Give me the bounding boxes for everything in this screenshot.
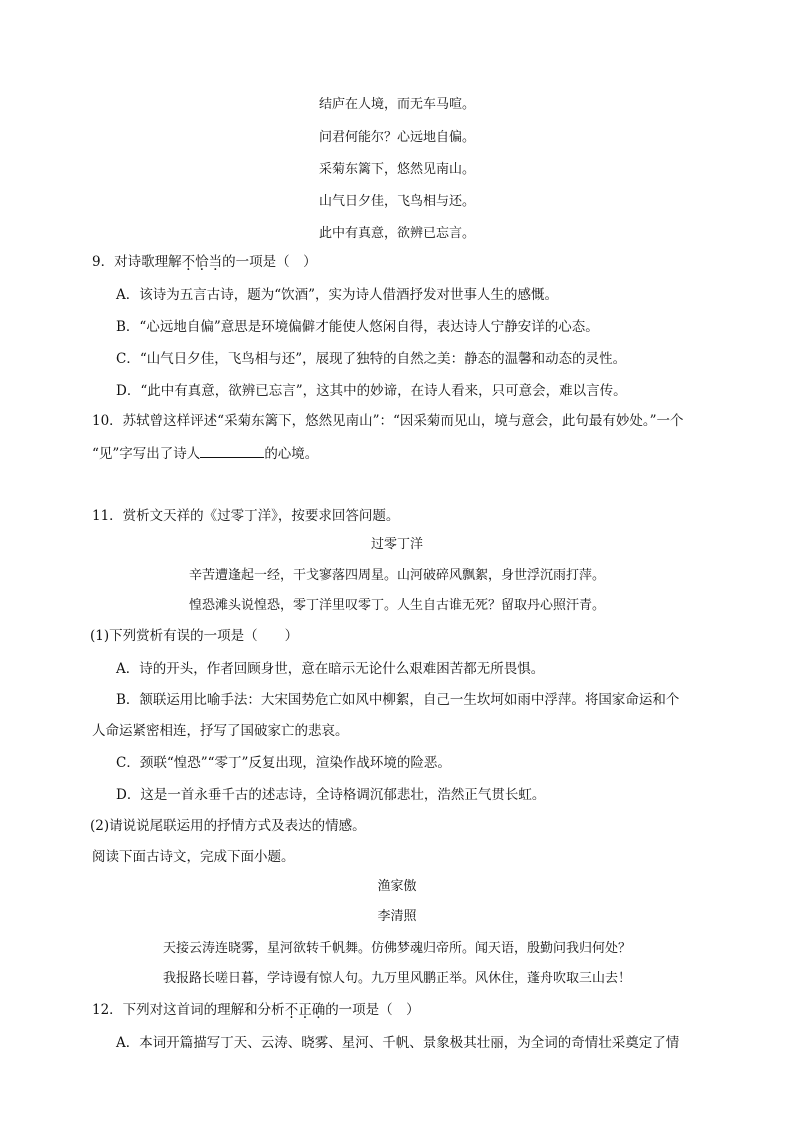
q9-option-c: C．“山气日夕佳，飞鸟相与还”，展现了独特的自然之美：静态的温馨和动态的灵性。	[116, 351, 627, 367]
q11-option-b: B．颔联运用比喻手法：大宋国势危亡如风中柳絮，自己一生坎坷如雨中浮萍。将国家命运和个	[116, 692, 680, 708]
question-11-stem: 11．赏析文天祥的《过零丁洋》，按要求回答问题。	[92, 508, 400, 524]
q11-option-b-cont: 人命运紧密相连，抒写了国破家亡的悲哀。	[92, 723, 349, 739]
poem-line: 天接云涛连晓雾，星河欲转千帆舞。仿佛梦魂归帝所。闻天语，殷勤问我归何处？	[162, 941, 631, 956]
poem-line: 采菊东篱下，悠然见南山。	[318, 162, 475, 177]
poem-author: 李清照	[377, 909, 417, 924]
q12-option-a: A．本词开篇描写丁天、云涛、晓雾、星河、千帆、景象极其壮丽，为全词的奇情壮采奠定了情	[116, 1035, 680, 1051]
poem-title: 过零丁洋	[370, 537, 423, 552]
poem-line: 山气日夕佳，飞鸟相与还。	[318, 194, 475, 209]
question-9-stem: 9．对诗歌理解不恰当的一项是（ ）	[92, 254, 317, 270]
q11-sub1: (1)下列赏析有误的一项是（ ）	[90, 628, 299, 644]
question-12-stem: 12．下列对这首词的理解和分析不正确的一项是（ ）	[92, 1002, 420, 1018]
q11-sub2: (2)请说说尾联运用的抒情方式及表达的情感。	[90, 818, 366, 834]
poem-line: 我报路长嗟日暮，学诗谩有惊人句。九万里风鹏正举。风休住，蓬舟吹取三山去！	[162, 971, 631, 986]
question-10-line1: 10．苏轼曾这样评述“采菊东篱下，悠然见南山”：“因采菊而见山，境与意会，此句最有妙处。”一个	[92, 413, 684, 429]
q11-option-d: D．这是一首永垂千古的述志诗，全诗格调沉郁悲壮，浩然正气贯长虹。	[116, 787, 546, 803]
poem-title: 渔家傲	[377, 879, 417, 894]
question-10-line2: “见”字写出了诗人 的心境。	[92, 443, 318, 463]
reading-intro: 阅读下面古诗文，完成下面小题。	[92, 849, 295, 865]
poem-line: 问君何能尔？心远地自偏。	[318, 130, 475, 145]
q11-option-a: A．诗的开头，作者回顾身世，意在暗示无论什么艰难困苦都无所畏惧。	[116, 661, 545, 677]
poem-line: 此中有真意，欲辨已忘言。	[318, 226, 475, 241]
q9-option-b: B．“心远地自偏”意思是环境偏僻才能使人悠闲自得，表达诗人宁静安详的心态。	[116, 319, 599, 335]
poem-line: 惶恐滩头说惶恐，零丁洋里叹零丁。人生自古谁无死？留取丹心照汗青。	[188, 598, 605, 613]
poem-line: 辛苦遭逢起一经，干戈寥落四周星。山河破碎风飘絮，身世浮沉雨打萍。	[188, 568, 605, 583]
q9-option-a: A．该诗为五言古诗，题为“饮酒”，实为诗人借酒抒发对世事人生的感慨。	[116, 287, 559, 303]
poem-line: 结庐在人境，而无车马喧。	[318, 97, 475, 112]
q11-option-c: C．颈联“惶恐”“零丁”反复出现，渲染作战环境的险恶。	[116, 755, 451, 771]
q9-option-d: D．“此中有真意，欲辨已忘言”，这其中的妙谛，在诗人看来，只可意会，难以言传。	[116, 383, 627, 399]
answer-blank[interactable]	[200, 443, 264, 458]
